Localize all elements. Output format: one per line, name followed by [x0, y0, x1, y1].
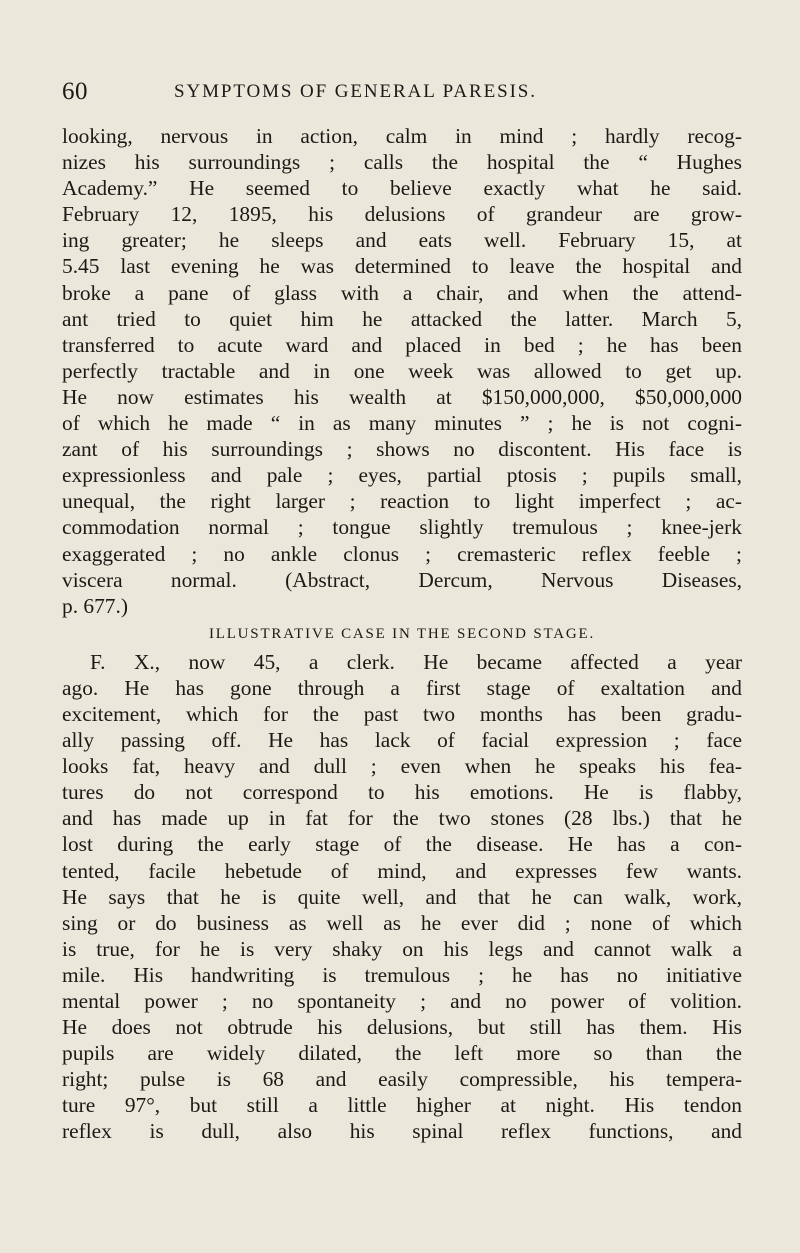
paragraph-2 [62, 649, 742, 1145]
text-line: looking, nervous in action, calm in mind ; hardly recog- [62, 124, 742, 148]
text-line: right; pulse is 68 and easily compressible, his tempera- [62, 1067, 742, 1092]
text-line: He does not obtrude his delusions, but still has them. His [62, 1015, 742, 1040]
text-line: tures do not correspond to his emotions. He is flabby, [62, 780, 742, 805]
text-line: ture 97°, but still a little higher at night. His tendon [62, 1093, 742, 1118]
page-number: 60 [62, 78, 88, 105]
text-line: lost during the early stage of the disease. He has a con- [62, 832, 742, 857]
text-line: He says that he is quite well, and that he can walk, work, [62, 884, 742, 909]
text-line: is true, for he is very shaky on his legs and cannot walk a [62, 936, 742, 961]
text-line: looks fat, heavy and dull ; even when he speaks his fea- [62, 754, 742, 779]
text-line: ant tried to quiet him he attacked the latter. March 5, [62, 306, 742, 331]
text-line: ing greater; he sleeps and eats well. February 15, at [62, 228, 742, 253]
text-line: zant of his surroundings ; shows no discontent. His face is [62, 437, 742, 462]
text-line: tented, facile hebetude of mind, and expresses few wants. [62, 858, 742, 883]
text-line: ally passing off. He has lack of facial expression ; face [62, 728, 742, 753]
section-heading: ILLUSTRATIVE CASE IN THE SECOND STAGE. [208, 625, 596, 642]
text-line: reflex is dull, also his spinal reflex functions, and [62, 1119, 742, 1144]
body-text [62, 123, 742, 1145]
text-line: commodation normal ; tongue slightly tremulous ; knee-jerk [62, 515, 742, 540]
text-line: mile. His handwriting is tremulous ; he has no initiative [62, 962, 742, 987]
page-header [62, 78, 742, 108]
running-head: SYMPTOMS OF GENERAL PARESIS. [174, 81, 537, 102]
text-line: sing or do business as well as he ever did ; none of which [62, 910, 742, 935]
text-line: pupils are widely dilated, the left more so than the [62, 1041, 742, 1066]
text-line: He now estimates his wealth at $150,000,000, $50,000,000 [62, 384, 742, 409]
text-line: of which he made “ in as many minutes ” ; he is not cogni- [62, 411, 742, 436]
text-line: p. 677.) [62, 593, 128, 618]
text-line: ago. He has gone through a first stage of exaltation and [62, 675, 742, 700]
text-line: February 12, 1895, his delusions of grandeur are grow- [62, 202, 742, 227]
text-line: broke a pane of glass with a chair, and when the attend- [62, 280, 742, 305]
text-line: F. X., now 45, a clerk. He became affected a year [90, 649, 742, 674]
text-line: expressionless and pale ; eyes, partial ptosis ; pupils small, [62, 463, 742, 488]
text-line: 5.45 last evening he was determined to leave the hospital and [62, 254, 742, 279]
text-line: unequal, the right larger ; reaction to light imperfect ; ac- [62, 489, 742, 514]
text-line: Academy.” He seemed to believe exactly what he said. [62, 176, 742, 201]
paragraph-1 [62, 123, 742, 619]
text-line: mental power ; no spontaneity ; and no power of volition. [62, 989, 742, 1013]
text-line: viscera normal. (Abstract, Dercum, Nervous Diseases, [62, 567, 742, 592]
text-line: excitement, which for the past two months has been gradu- [62, 701, 742, 726]
text-line: transferred to acute ward and placed in bed ; he has been [62, 332, 742, 357]
text-line: exaggerated ; no ankle clonus ; cremasteric reflex feeble ; [62, 541, 742, 566]
text-line: nizes his surroundings ; calls the hospital the “ Hughes [62, 150, 742, 175]
text-line: and has made up in fat for the two stones (28 lbs.) that he [62, 806, 742, 831]
text-line: perfectly tractable and in one week was allowed to get up. [62, 358, 742, 383]
